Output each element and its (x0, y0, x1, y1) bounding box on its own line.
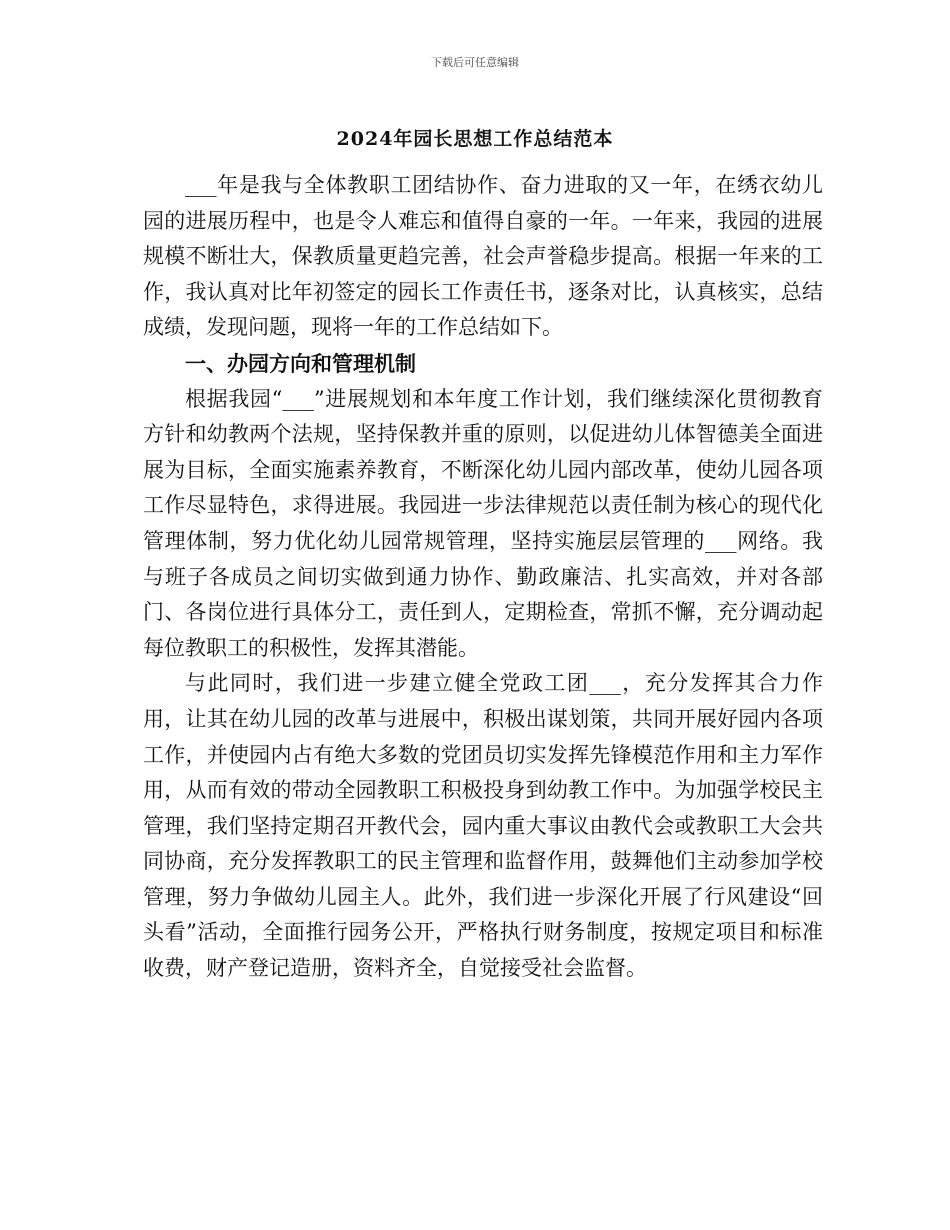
intro-paragraph: ___年是我与全体教职工团结协作、奋力进取的又一年，在绣衣幼儿园的进展历程中，也是令人难忘和值得自豪的一年。一年来，我园的进展规模不断壮大，保教质量更趋完善，社会声誉稳步提高。根据一年来的工作，我认真对比年初签定的园长工作责任书，逐条对比，认真核实，总结成绩，发现问题，现将一年的工作总结如下。 (143, 173, 823, 340)
section-paragraph-2: 与此同时，我们进一步建立健全党政工团___，充分发挥其合力作用，让其在幼儿园的改革与进展中，积极出谋划策，共同开展好园内各项工作，并使园内占有绝大多数的党团员切实发挥先锋模范作用和主力军作用，从而有效的带动全园教职工积极投身到幼教工作中。为加强学校民主管理，我们坚持定期召开教代会，园内重大事议由教代会或教职工大会共同协商，充分发挥教职工的民主管理和监督作用，鼓舞他们主动参加学校管理，努力争做幼儿园主人。此外，我们进一步深化开展了行风建设“回头看”活动，全面推行园务公开，严格执行财务制度，按规定项目和标准收费，财产登记造册，资料齐全，自觉接受社会监督。 (143, 671, 823, 981)
header-note: 下载后可任意编辑 (431, 56, 519, 69)
document-title: 2024年园长思想工作总结范本 (336, 128, 614, 150)
document-body (143, 168, 823, 987)
section-heading: 一、办园方向和管理机制 (185, 350, 416, 376)
section-paragraph-1: 根据我园“___”进展规划和本年度工作计划，我们继续深化贯彻教育方针和幼教两个法规，坚持保教并重的原则，以促进幼儿体智德美全面进展为目标，全面实施素养教育，不断深化幼儿园内部改革，使幼儿园各项工作尽显特色，求得进展。我园进一步法律规范以责任制为核心的现代化管理体制，努力优化幼儿园常规管理，坚持实施层层管理的___网络。我与班子各成员之间切实做到通力协作、勤政廉洁、扎实高效，并对各部门、各岗位进行具体分工，责任到人，定期检查，常抓不懈，充分调动起每位教职工的积极性，发挥其潜能。 (143, 386, 823, 660)
